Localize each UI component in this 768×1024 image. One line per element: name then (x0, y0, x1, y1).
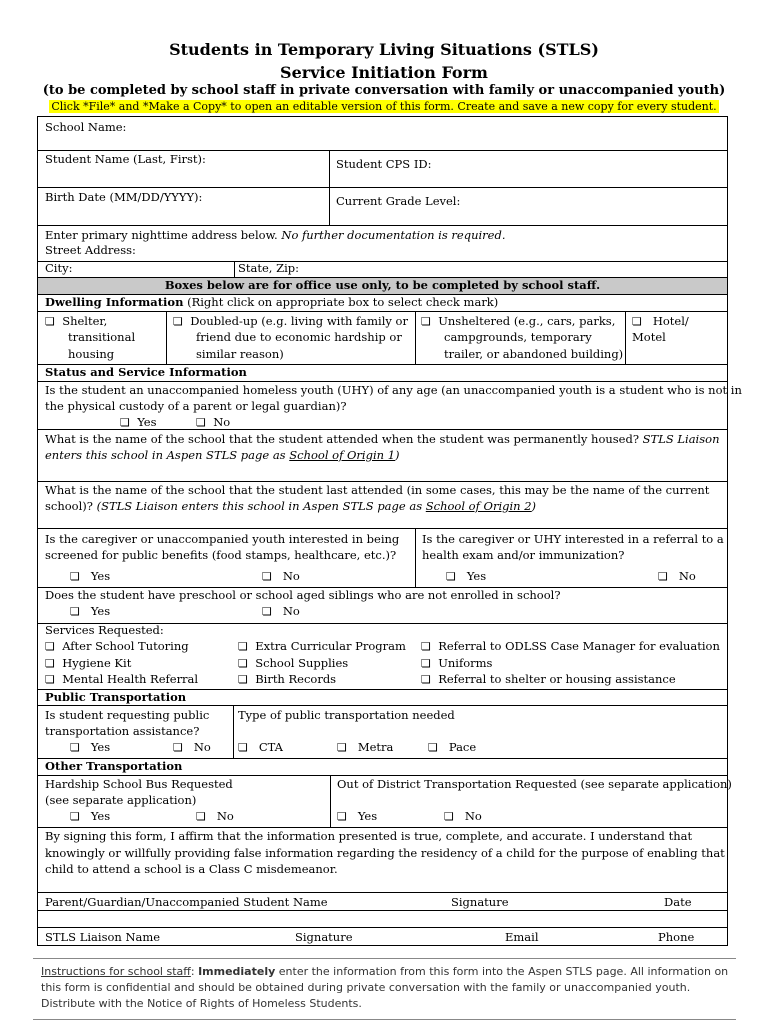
checkbox-icon[interactable]: ❏ (421, 657, 431, 670)
public-transport-question: Is student requesting public (45, 708, 210, 722)
public-transport-no[interactable]: ❏ No (173, 740, 211, 754)
benefits-question-line2: screened for public benefits (food stamps, healthcare, etc.)? (45, 548, 397, 562)
unsheltered-line2: campgrounds, temporary (444, 330, 592, 344)
transport-cta[interactable]: ❏ CTA (238, 740, 283, 754)
checkbox-icon[interactable]: ❏ (337, 810, 347, 823)
instructions-line1: Instructions for school staff: Immediately enter the information from this form into the Aspen STLS page. All information on (41, 965, 729, 978)
instructions-line3: Distribute with the Notice of Rights of Homeless Students. (41, 997, 362, 1010)
address-instruction: Enter primary nighttime address below. No further documentation is required. (45, 228, 506, 242)
origin1-note: enters this school in Aspen STLS page as School of Origin 1) (45, 448, 400, 462)
transport-type-label: Type of public transportation needed (238, 708, 455, 722)
service-supplies[interactable]: ❏ School Supplies (238, 656, 349, 670)
checkbox-icon[interactable]: ❏ (428, 741, 438, 754)
shelter-option-line2: transitional (68, 330, 136, 344)
dwelling-heading: Dwelling Information (Right click on appropriate box to select check mark) (45, 295, 499, 309)
checkbox-icon[interactable]: ❏ (196, 416, 206, 429)
parent-name-label: Parent/Guardian/Unaccompanied Student Name (45, 895, 328, 909)
uhy-yes[interactable]: ❏ Yes (120, 415, 157, 429)
hotel-option[interactable]: ❏ Hotel/ (632, 314, 689, 328)
service-mental-health[interactable]: ❏ Mental Health Referral (45, 672, 199, 686)
checkbox-icon[interactable]: ❏ (70, 570, 80, 583)
checkbox-icon[interactable]: ❏ (262, 605, 272, 618)
email-label: Email (505, 930, 539, 944)
instructions-line2: this form is confidential and should be obtained during private conversation with the family or unaccompanied youth. (41, 981, 691, 994)
public-transport-question-line2: transportation assistance? (45, 724, 200, 738)
siblings-no[interactable]: ❏ No (262, 604, 300, 618)
checkbox-icon[interactable]: ❏ (421, 315, 431, 328)
out-of-district-no[interactable]: ❏ No (444, 809, 482, 823)
affirmation-text-line3: child to attend a school is a Class C misdemeanor. (45, 862, 338, 876)
student-name-label: Student Name (Last, First): (45, 152, 206, 166)
checkbox-icon[interactable]: ❏ (421, 640, 431, 653)
checkbox-icon[interactable]: ❏ (70, 605, 80, 618)
uhy-question: Is the student an unaccompanied homeless youth (UHY) of any age (an unaccompanied youth is a student who is not in (45, 383, 742, 397)
shelter-option-line3: housing (68, 347, 115, 361)
services-label: Services Requested: (45, 623, 164, 637)
hardship-bus-label: Hardship School Bus Requested (45, 777, 233, 791)
stls-form (37, 116, 742, 946)
checkbox-icon[interactable]: ❏ (446, 570, 456, 583)
origin2-note: school)? (STLS Liaison enters this school in Aspen STLS page as School of Origin 2) (45, 499, 537, 513)
health-no[interactable]: ❏ No (658, 569, 696, 583)
service-shelter-referral[interactable]: ❏ Referral to shelter or housing assistance (421, 672, 676, 686)
doubled-up-line2: friend due to economic hardship or (196, 330, 402, 344)
siblings-yes[interactable]: ❏ Yes (70, 604, 111, 618)
service-birth-records[interactable]: ❏ Birth Records (238, 672, 337, 686)
origin2-question: What is the name of the school that the student last attended (in some cases, this may be the name of the current (45, 483, 710, 497)
city-label: City: (45, 261, 73, 275)
checkbox-icon[interactable]: ❏ (262, 570, 272, 583)
shelter-option[interactable]: ❏ Shelter, (45, 314, 108, 328)
benefits-question: Is the caregiver or unaccompanied youth interested in being (45, 532, 400, 546)
school-name-label: School Name: (45, 120, 127, 134)
uhy-no[interactable]: ❏ No (196, 415, 231, 429)
benefits-yes[interactable]: ❏ Yes (70, 569, 111, 583)
unsheltered-line3: trailer, or abandoned building) (444, 347, 624, 361)
transport-pace[interactable]: ❏ Pace (428, 740, 477, 754)
date-label: Date (664, 895, 692, 909)
service-uniforms[interactable]: ❏ Uniforms (421, 656, 493, 670)
checkbox-icon[interactable]: ❏ (70, 810, 80, 823)
liaison-name-label: STLS Liaison Name (45, 930, 161, 944)
checkbox-icon[interactable]: ❏ (238, 741, 248, 754)
checkbox-icon[interactable]: ❏ (444, 810, 454, 823)
state-zip-label: State, Zip: (238, 261, 299, 275)
siblings-question: Does the student have preschool or school aged siblings who are not enrolled in school? (45, 588, 561, 602)
other-transport-heading: Other Transportation (45, 759, 183, 773)
health-question: Is the caregiver or UHY interested in a referral to a (422, 532, 724, 546)
checkbox-icon[interactable]: ❏ (421, 673, 431, 686)
hardship-bus-note: (see separate application) (45, 793, 197, 807)
checkbox-icon[interactable]: ❏ (632, 315, 642, 328)
checkbox-icon[interactable]: ❏ (45, 640, 55, 653)
staff-instructions (33, 958, 736, 1020)
doubled-up-line3: similar reason) (196, 347, 284, 361)
service-hygiene[interactable]: ❏ Hygiene Kit (45, 656, 132, 670)
hardship-bus-no[interactable]: ❏ No (196, 809, 234, 823)
health-question-line2: health exam and/or immunization? (422, 548, 625, 562)
checkbox-icon[interactable]: ❏ (658, 570, 668, 583)
parent-signature-label: Signature (451, 895, 509, 909)
phone-label: Phone (658, 930, 695, 944)
checkbox-icon[interactable]: ❏ (196, 810, 206, 823)
student-id-label: Student CPS ID: (336, 157, 432, 171)
checkbox-icon[interactable]: ❏ (45, 657, 55, 670)
checkbox-icon[interactable]: ❏ (238, 673, 248, 686)
checkbox-icon[interactable]: ❏ (45, 673, 55, 686)
origin1-question: What is the name of the school that the student attended when the student was permanently housed? STLS Liaison (45, 432, 720, 446)
checkbox-icon[interactable]: ❏ (120, 416, 130, 429)
out-of-district-label: Out of District Transportation Requested (see separate application) (337, 777, 732, 791)
office-use-text: Boxes below are for office use only, to be completed by school staff. (164, 278, 601, 292)
checkbox-icon[interactable]: ❏ (173, 741, 183, 754)
checkbox-icon[interactable]: ❏ (238, 640, 248, 653)
status-heading: Status and Service Information (45, 365, 247, 379)
checkbox-icon[interactable]: ❏ (337, 741, 347, 754)
uhy-question-line2: the physical custody of a parent or legal guardian)? (45, 399, 347, 413)
transport-metra[interactable]: ❏ Metra (337, 740, 394, 754)
service-odlss[interactable]: ❏ Referral to ODLSS Case Manager for evaluation (421, 639, 720, 653)
hotel-option-line2: Motel (632, 330, 666, 344)
form-title: Students in Temporary Living Situations (STLS) (169, 40, 599, 59)
service-extracurricular[interactable]: ❏ Extra Curricular Program (238, 639, 406, 653)
benefits-no[interactable]: ❏ No (262, 569, 300, 583)
affirmation-text-line2: knowingly or willfully providing false information regarding the residency of a child for the purpose of enabling that (45, 846, 725, 860)
form-subtitle-name: Service Initiation Form (280, 63, 488, 82)
checkbox-icon[interactable]: ❏ (70, 741, 80, 754)
out-of-district-yes[interactable]: ❏ Yes (337, 809, 378, 823)
street-address-label: Street Address: (45, 243, 136, 257)
public-transport-yes[interactable]: ❏ Yes (70, 740, 111, 754)
copy-instruction-highlight: Click *File* and *Make a Copy* to open an editable version of this form. Create and save a new copy for every student. (51, 100, 717, 113)
checkbox-icon[interactable]: ❏ (173, 315, 183, 328)
liaison-signature-label: Signature (295, 930, 353, 944)
hardship-bus-yes[interactable]: ❏ Yes (70, 809, 111, 823)
form-instruction-note: (to be completed by school staff in private conversation with family or unaccompanied youth) (42, 83, 726, 98)
health-yes[interactable]: ❏ Yes (446, 569, 487, 583)
affirmation-text: By signing this form, I affirm that the information presented is true, complete, and accurate. I understand that (45, 829, 693, 843)
checkbox-icon[interactable]: ❏ (238, 657, 248, 670)
public-transport-heading: Public Transportation (45, 690, 187, 704)
unsheltered-option[interactable]: ❏ Unsheltered (e.g., cars, parks, (421, 314, 616, 328)
checkbox-icon[interactable]: ❏ (45, 315, 55, 328)
grade-level-label: Current Grade Level: (336, 194, 461, 208)
birth-date-label: Birth Date (MM/DD/YYYY): (45, 190, 203, 204)
service-tutoring[interactable]: ❏ After School Tutoring (45, 639, 189, 653)
doubled-up-option[interactable]: ❏ Doubled-up (e.g. living with family or (173, 314, 408, 328)
